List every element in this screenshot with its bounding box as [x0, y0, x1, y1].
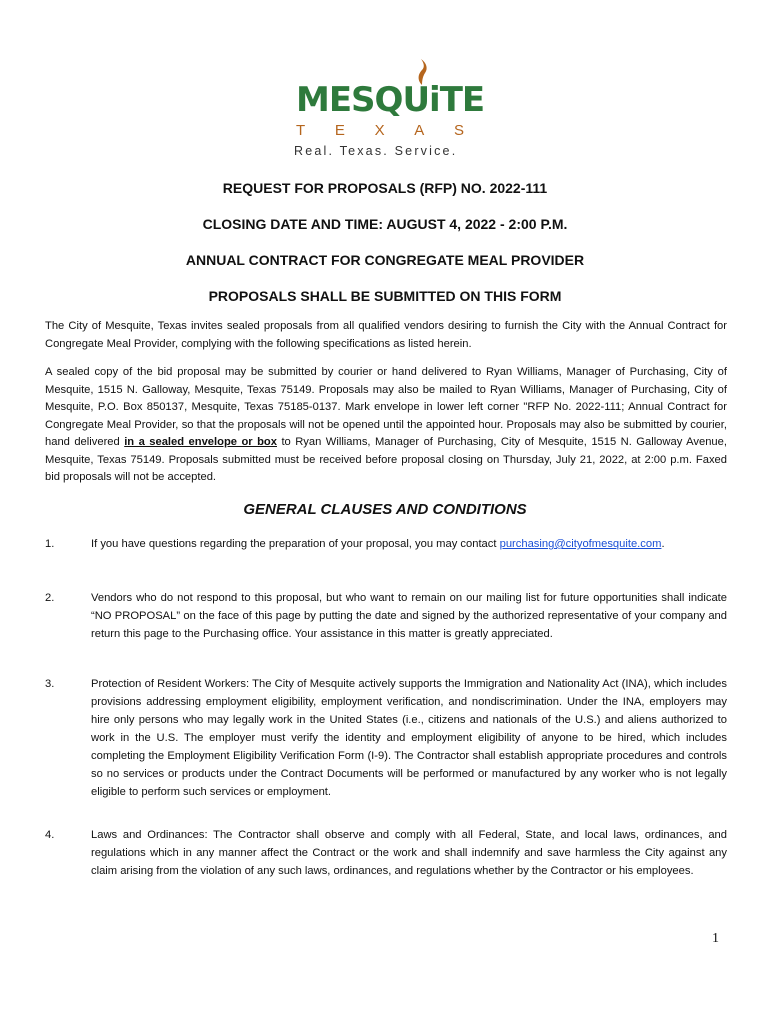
logo-state-letter: X	[374, 122, 385, 139]
purchasing-email-link[interactable]: purchasing@cityofmesquite.com	[499, 538, 662, 550]
clause-text-before: If you have questions regarding the preparation of your proposal, you may contact	[91, 538, 500, 550]
clause-item	[45, 535, 727, 553]
intro-paragraph: The City of Mesquite, Texas invites sealed proposals from all qualified vendors desiring to furnish the City with the Annual Contract for Congregate Meal Provider, complying with the following specifications as listed herein.	[45, 320, 727, 350]
clause-item	[45, 675, 727, 801]
page-number: 1	[712, 931, 719, 946]
clause-item	[45, 589, 727, 643]
logo-state-letter: T	[296, 122, 306, 139]
clause-text: Vendors who do not respond to this proposal, but who want to remain on our mailing list for future opportunities shall indicate “NO PROPOSAL” on the face of this page by putting the date and signed by the authorized representative of your company and return this page to the Purchasing office. Your assistance in this matter is greatly appreciated.	[91, 592, 727, 640]
logo-wordmark: MESQUiTE	[296, 80, 485, 120]
sealed-envelope-emphasis: in a sealed envelope or box	[124, 436, 277, 448]
clause-text	[91, 535, 727, 553]
logo-state-letter: S	[453, 122, 464, 139]
mesquite-logo	[290, 58, 485, 163]
general-clauses-heading: GENERAL CLAUSES AND CONDITIONS	[243, 501, 527, 518]
submission-text-part2: to Ryan Williams, Manager of Purchasing, City of Mesquite, 1515 N. Galloway Avenue, Mesquite, Texas 75149. Proposals submitted must be received before proposal closing on Thursday, July 21, 2022, at 2:00 p.m. Faxed bid proposals will not be accepted.	[45, 436, 727, 483]
logo-state	[296, 122, 464, 139]
closing-date-heading: CLOSING DATE AND TIME: AUGUST 4, 2022 - 2:00 P.M.	[202, 216, 568, 232]
logo-tagline: Real. Texas. Service.	[294, 144, 458, 158]
submission-paragraph	[45, 364, 727, 487]
submission-form-heading: PROPOSALS SHALL BE SUBMITTED ON THIS FORM	[208, 288, 562, 304]
clause-number: 2.	[45, 592, 55, 604]
clause-number: 4.	[45, 829, 55, 841]
clause-text-after: .	[661, 538, 665, 550]
clause-number: 3.	[45, 678, 55, 690]
logo-state-letter: A	[414, 122, 425, 139]
clause-number: 1.	[45, 538, 55, 550]
submission-text-part1: A sealed copy of the bid proposal may be submitted by courier or hand delivered to Ryan Williams, Manager of Purchasing, City of Mesquite, 1515 N. Galloway, Mesquite, Texas 75149. Proposals may also be mailed to Ryan Williams, Manager of Purchasing, City of Mesquite, P.O. Box 850137, Mesquite, Texas 75185-0137. Mark envelope in lower left corner "RFP No. 2022-111; Annual Contract for Congregate Meal Provider, so that the proposals will not be opened until the appointed hour. Proposals may also be submitted by courier, hand delivered	[45, 366, 727, 448]
clause-text: Protection of Resident Workers: The City of Mesquite actively supports the Immigration and Nationality Act (INA), which includes provisions addressing employment eligibility, employment verification, and nondiscrimination. Under the INA, employers may hire only persons who may legally work in the United States (i.e., citizens and nationals of the U.S.) and aliens authorized to work in the U.S. The employer must verify the identity and employment eligibility of anyone to be hired, which includes completing the Employment Eligibility Verification Form (I-9). The Contractor shall establish appropriate procedures and controls so no services or products under the Contract Documents will be performed or manufactured by any worker who is not legally eligible to perform such services or employment.	[91, 678, 727, 798]
rfp-number-heading: REQUEST FOR PROPOSALS (RFP) NO. 2022-111	[222, 180, 548, 196]
clause-text: Laws and Ordinances: The Contractor shall observe and comply with all Federal, State, and local laws, ordinances, and regulations which in any manner affect the Contract or the work and shall indemnify and save harmless the City against any claim arising from the violation of any such laws, ordinances, and regulations whether by the Contractor or his employees.	[91, 829, 727, 877]
logo-state-letter: E	[334, 122, 345, 139]
contract-title-heading: ANNUAL CONTRACT FOR CONGREGATE MEAL PROVIDER	[185, 252, 585, 268]
clause-item	[45, 826, 727, 880]
